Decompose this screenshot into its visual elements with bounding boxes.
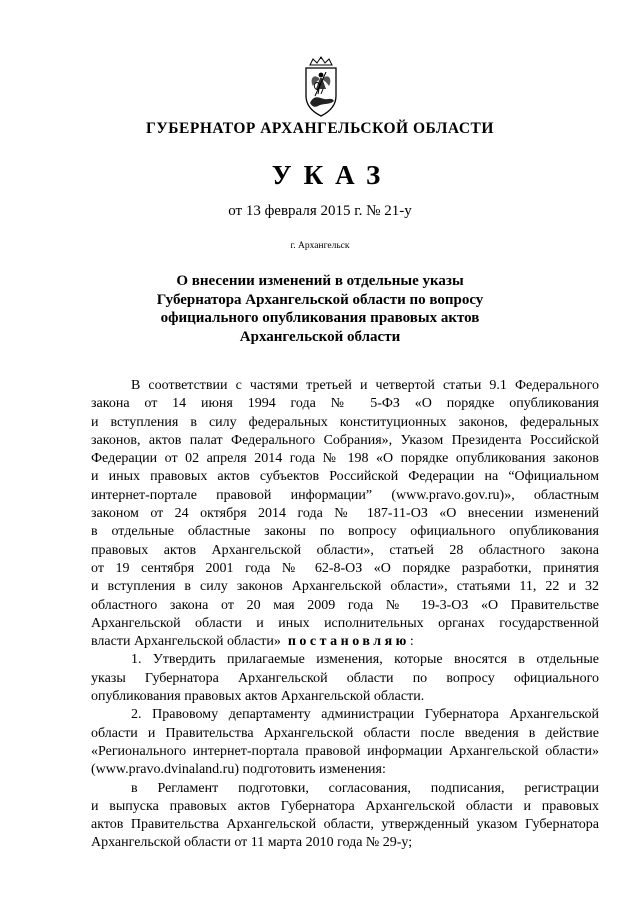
arkhangelsk-coat-of-arms-icon [301, 56, 341, 118]
title-line: официального опубликования правовых актов [160, 310, 480, 326]
body-line: актов Правительства Архангельской области, утвержденный указом Губернатора [91, 817, 599, 833]
body-line: Архангельской области от 11 марта 2010 года № 29-у; [91, 835, 413, 851]
body-line: области и Правительства Архангельской области после введения в действие [91, 725, 599, 741]
title-line: Губернатора Архангельской области по вопросу [156, 291, 484, 308]
body-line: правовых актов Архангельской области», статьей 28 областного закона [91, 542, 599, 558]
decree-colon: : [409, 634, 414, 650]
body-line: и вступления в силу федеральных конституционных законов, федеральных [91, 414, 599, 430]
body-line: интернет-портале правовой информации” (www.pravo.gov.ru)», областным [91, 487, 599, 503]
body-line: Федерации от 02 апреля 2014 года № 198 «О порядке опубликования законов [91, 451, 599, 467]
body-line: В соответствии с частями третьей и четвертой статьи 9.1 Федерального [131, 378, 599, 393]
title-line: О внесении изменений в отдельные указы [176, 273, 464, 289]
city-label: г. Архангельск [290, 241, 350, 251]
decree-word: постановляю [287, 634, 410, 650]
body-line: и выпуска правовых актов Губернатора Архангельской области и правовых [91, 798, 599, 814]
body-line: опубликования правовых актов Архангельской области. [91, 689, 425, 705]
body-line: в Регламент подготовки, согласования, подписания, регистрации [131, 780, 599, 796]
date-number: от 13 февраля 2015 г. № 21-у [228, 203, 412, 219]
document-type: УКАЗ [271, 160, 393, 190]
body-line: «Регионального интернет-портала правовой информации Архангельской области» [91, 743, 599, 759]
body-line: закона от 14 июня 1994 года № 5-ФЗ «О порядке опубликования [91, 396, 599, 412]
document-body [91, 377, 599, 853]
body-line: законов, актов палат Федерального Собрания», Указом Президента Российской [91, 432, 599, 448]
issuer-heading: ГУБЕРНАТОР АРХАНГЕЛЬСКОЙ ОБЛАСТИ [146, 120, 494, 137]
body-line: указы Губернатора Архангельской области по вопросу официального [91, 670, 599, 686]
body-line: и вступления в силу законов Архангельской области», статьями 11, 22 и 32 [91, 579, 599, 595]
body-line: 2. Правовому департаменту администрации Губернатора Архангельской [131, 707, 599, 723]
body-line: от 19 сентября 2001 года № 62-8-ОЗ «О порядке разработки, принятия [91, 560, 599, 576]
body-line: (www.pravo.dvinaland.ru) подготовить изменения: [91, 762, 386, 778]
body-line: и иных правовых актов субъектов Российской Федерации на “Официальном [91, 469, 599, 485]
body-line: областного закона от 20 мая 2009 года № 19-3-ОЗ «О Правительстве [91, 597, 599, 613]
decree-line [91, 633, 599, 651]
body-line: в отдельные областные законы по вопросу официального опубликования [91, 524, 599, 540]
body-line: 1. Утвердить прилагаемые изменения, которые вносятся в отдельные [131, 652, 599, 668]
body-line-text: власти Архангельской области» [91, 634, 281, 650]
body-line: законом от 24 октября 2014 года № 187-11-ОЗ «О внесении изменений [91, 506, 599, 522]
document-title [0, 272, 640, 346]
body-line: Архангельской области и иных исполнительных органах государственной [91, 615, 599, 631]
title-line: Архангельской области [239, 328, 401, 345]
